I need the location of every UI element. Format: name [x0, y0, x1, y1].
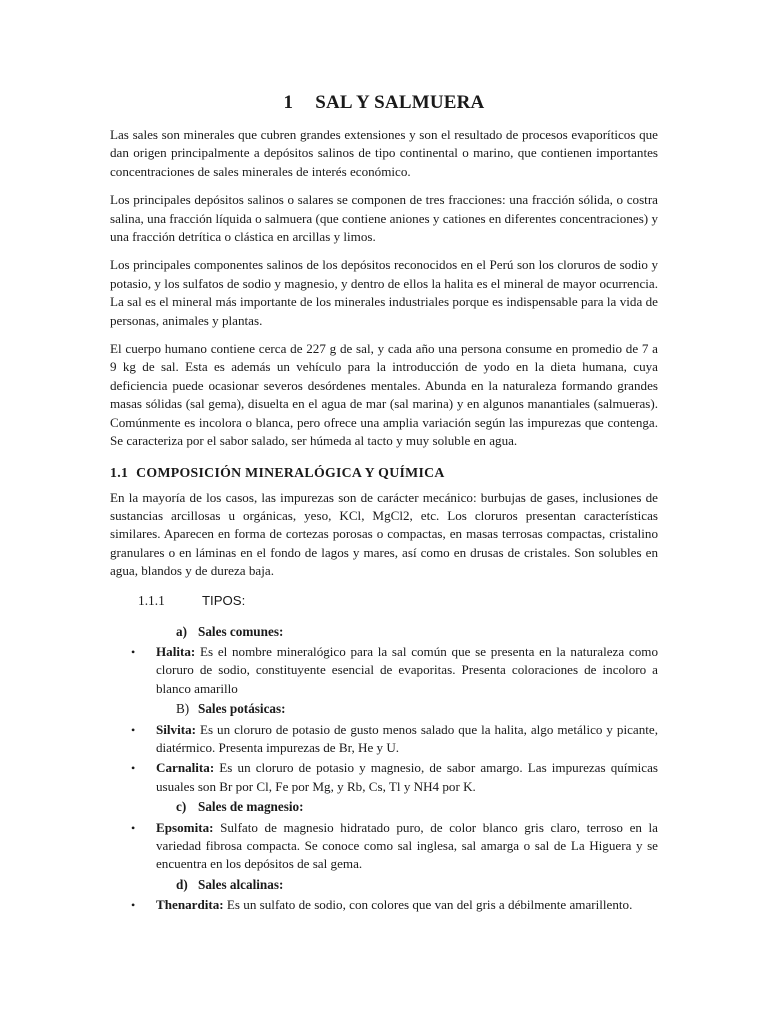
chapter-title: SAL Y SALMUERA: [315, 92, 485, 113]
group-heading-sales-alcalinas: [176, 876, 658, 894]
section-title: COMPOSICIÓN MINERALÓGICA Y QUÍMICA: [136, 464, 445, 480]
item-text: Es un sulfato de sodio, con colores que van del gris a débilmente amarillento.: [223, 897, 633, 913]
list-item-carnalita: [110, 759, 658, 796]
item-text: Es un cloruro de potasio y magnesio, de sabor amargo. Las impurezas químicas usuales son Br por Cl, Fe por Mg, y Rb, Cs, Tl y NH4 por K.: [156, 760, 658, 794]
subsection-heading: [138, 593, 658, 609]
group-title: Sales alcalinas:: [198, 876, 284, 892]
group-list-sales-potasicas: [110, 721, 658, 797]
document-page: [110, 92, 658, 917]
bullet-icon: •: [131, 820, 136, 835]
bullet-icon: •: [131, 761, 136, 776]
item-term: Silvita:: [156, 721, 197, 737]
group-title: Sales potásicas:: [198, 701, 286, 717]
chapter-heading: [110, 92, 658, 114]
item-term: Epsomita:: [156, 819, 214, 835]
intro-paragraph-3: Los principales componentes salinos de los depósitos reconocidos en el Perú son los cloruros de sodio y potasio, y los sulfatos de sodio y magnesio, y dentro de ellos la halita es el mineral de mayor ocurrencia. La sal es el mineral más importante de los minerales industriales porque es indispensable para la vida de personas, animales y plantas.: [110, 257, 658, 328]
list-item-silvita: [110, 721, 658, 758]
group-letter: a): [176, 623, 187, 639]
section-paragraph: En la mayoría de los casos, las impurezas son de carácter mecánico: burbujas de gases, inclusiones de sustancias arcillosas u orgánicas, yeso, KCl, MgCl2, etc. Los cloruros presentan características similares. Aparecen en forma de cortezas porosas o compactas, en masas terrosas compactas, cristalino granulares o en láminas en el fondo de lagos y mares, así como en drusas de cristales. Son solubles en agua, blandos y de dureza baja.: [110, 489, 658, 579]
intro-paragraph-1: Las sales son minerales que cubren grandes extensiones y son el resultado de procesos evaporíticos que dan origen principalmente a depósitos salinos de tipo continental o marino, que contienen importantes concentraciones de sales minerales de interés económico.: [110, 127, 658, 179]
intro-paragraph-2: Los principales depósitos salinos o salares se componen de tres fracciones: una fracción sólida, o costra salina, una fracción líquida o salmuera (que contiene aniones y cationes en diferentes concentraciones) y una fracción detrítica o clástica en arcillas y limos.: [110, 192, 658, 245]
item-text: Es el nombre mineralógico para la sal común que se presenta en la naturaleza como cloruro de sodio, constituyente esencial de evaporitas. Presenta coloraciones de incoloro a blanco amarillo: [156, 643, 658, 696]
section-heading: [110, 465, 658, 481]
group-letter: B): [176, 701, 190, 717]
item-text: Sulfato de magnesio hidratado puro, de color blanco gris claro, terroso en la variedad fibrosa compacta. Se conoce como sal inglesa, sal amarga o sal de La Higuera y se encuentra en los depósitos de sal gema.: [156, 819, 658, 872]
group-heading-sales-comunes: [176, 623, 658, 641]
subsection-number: 1.1.1: [138, 592, 165, 608]
item-text: Es un cloruro de potasio de gusto menos salado que la halita, algo metálico y picante, diatérmico. Presenta impurezas de Br, He y U.: [156, 721, 658, 755]
group-list-sales-alcalinas: [110, 896, 658, 914]
intro-paragraph-4: El cuerpo humano contiene cerca de 227 g de sal, y cada año una persona consume en promedio de 7 a 9 kg de sal. Esta es además un vehículo para la introducción de yodo en la dieta humana, cuya deficiencia puede ocasionar severos desórdenes mentales. Abunda en la naturaleza formando grandes masas sólidas (sal gema), disuelta en el agua de mar (sal marina) y en algunos manantiales (salmueras). Comúnmente es incolora o blanca, pero ofrece una amplia variación según las impurezas que contenga. Se caracteriza por el sabor salado, ser húmeda al tacto y muy soluble en agua.: [110, 341, 658, 449]
group-list-sales-comunes: [110, 643, 658, 698]
list-item-halita: [110, 643, 658, 698]
group-list-sales-magnesio: [110, 819, 658, 874]
item-term: Carnalita:: [156, 760, 215, 776]
group-heading-sales-potasicas: [176, 700, 658, 718]
bullet-icon: •: [131, 644, 136, 659]
chapter-number: 1: [283, 92, 294, 113]
bullet-icon: •: [131, 898, 136, 913]
group-title: Sales de magnesio:: [198, 799, 304, 815]
list-item-epsomita: [110, 819, 658, 874]
group-letter: c): [176, 799, 187, 815]
group-heading-sales-magnesio: [176, 798, 658, 816]
section-number: 1.1: [110, 464, 129, 480]
group-letter: d): [176, 876, 188, 892]
subsection-title: TIPOS:: [202, 592, 246, 608]
item-term: Thenardita:: [156, 897, 224, 913]
list-item-thenardita: [110, 896, 658, 914]
group-title: Sales comunes:: [198, 623, 284, 639]
item-term: Halita:: [156, 643, 196, 659]
bullet-icon: •: [131, 722, 136, 737]
